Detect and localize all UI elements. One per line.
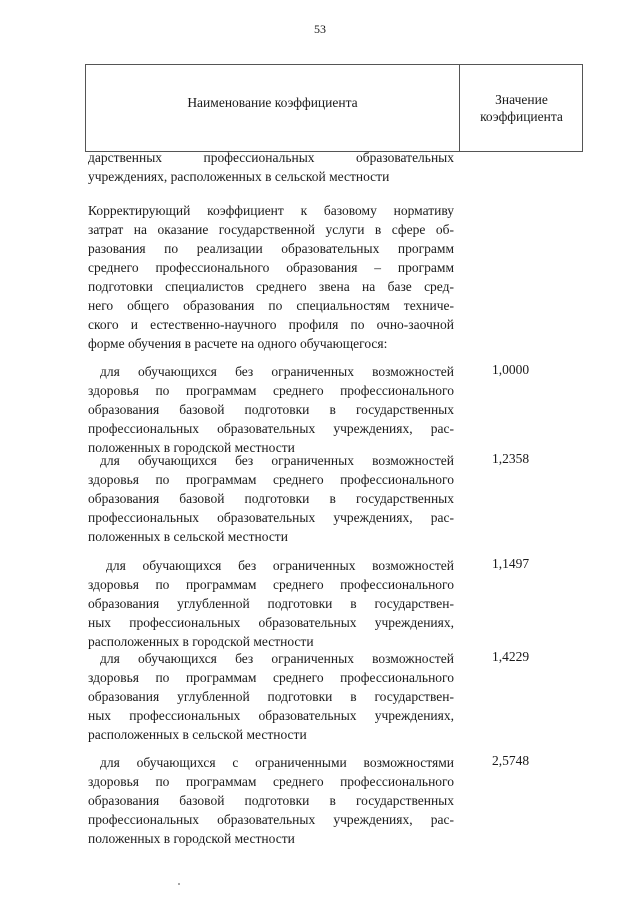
- text-line: здоровья по программам среднего профессионального: [88, 472, 454, 487]
- page-number: 53: [314, 22, 326, 36]
- text-line: здоровья по программам среднего профессионального: [88, 383, 454, 398]
- text-line: для обучающихся без ограниченных возможностей: [100, 364, 454, 379]
- table-row: [88, 649, 454, 744]
- table-row: [88, 556, 454, 651]
- coefficient-value: 1,0000: [492, 362, 530, 377]
- text-line: затрат на оказание государственной услуги в сфере об-: [88, 222, 454, 237]
- coefficient-value: 2,5748: [492, 753, 530, 768]
- text-line: ского и естественно-научного профиля по очно-заочной: [88, 317, 454, 332]
- text-line: для обучающихся без ограниченных возможностей: [106, 558, 454, 573]
- text-line: положенных в городской местности: [88, 831, 295, 846]
- scan-speck: [178, 883, 180, 885]
- header-value-line1: Значение: [495, 92, 548, 107]
- text-line: ных профессиональных образовательных учреждениях,: [88, 615, 454, 630]
- text-line: здоровья по программам среднего профессионального: [88, 774, 454, 789]
- text-line: здоровья по программам среднего профессионального: [88, 577, 454, 592]
- table-row: [88, 451, 454, 546]
- text-line: ных профессиональных образовательных учреждениях,: [88, 708, 454, 723]
- header-value-column: [460, 91, 583, 125]
- text-line: разования по реализации образовательных программ: [88, 241, 454, 256]
- text-line: подготовки специалистов среднего звена на базе сред-: [88, 279, 454, 294]
- coefficient-value: 1,4229: [492, 649, 530, 664]
- text-line: образования углубленной подготовки в государствен-: [88, 689, 454, 704]
- text-line: профессиональных образовательных учреждениях, рас-: [88, 421, 454, 436]
- coefficient-value: 1,1497: [492, 556, 530, 571]
- text-line: образования базовой подготовки в государственных: [88, 402, 454, 417]
- table-row: [88, 362, 454, 457]
- text-line: него общего образования по специальностям техниче-: [88, 298, 454, 313]
- table-row: [88, 753, 454, 848]
- text-line: профессиональных образовательных учреждениях, рас-: [88, 510, 454, 525]
- text-line: здоровья по программам среднего профессионального: [88, 670, 454, 685]
- coefficient-value: 1,2358: [492, 451, 530, 466]
- text-line: учреждениях, расположенных в сельской местности: [88, 169, 390, 184]
- text-line: расположенных в городской местности: [88, 634, 314, 649]
- text-line: форме обучения в расчете на одного обучающегося:: [88, 336, 388, 351]
- table-header: [85, 64, 583, 152]
- text-line: среднего профессионального образования – программ: [88, 260, 454, 275]
- text-line: образования базовой подготовки в государственных: [88, 793, 454, 808]
- text-line: для обучающихся с ограниченными возможностями: [100, 755, 454, 770]
- text-line: дарственных профессиональных образовательных: [88, 150, 454, 165]
- continuation-text: [88, 148, 454, 186]
- text-line: Корректирующий коэффициент к базовому нормативу: [88, 203, 454, 218]
- text-line: положенных в сельской местности: [88, 529, 288, 544]
- header-value-line2: коэффициента: [480, 109, 563, 124]
- coefficient-description: [88, 201, 454, 353]
- text-line: образования базовой подготовки в государственных: [88, 491, 454, 506]
- header-name-column: Наименование коэффициента: [187, 95, 358, 110]
- text-line: положенных в городской местности: [88, 440, 295, 455]
- text-line: для обучающихся без ограниченных возможностей: [100, 453, 454, 468]
- text-line: профессиональных образовательных учреждениях, рас-: [88, 812, 454, 827]
- text-line: образования углубленной подготовки в государствен-: [88, 596, 454, 611]
- text-line: для обучающихся без ограниченных возможностей: [100, 651, 454, 666]
- text-line: расположенных в сельской местности: [88, 727, 307, 742]
